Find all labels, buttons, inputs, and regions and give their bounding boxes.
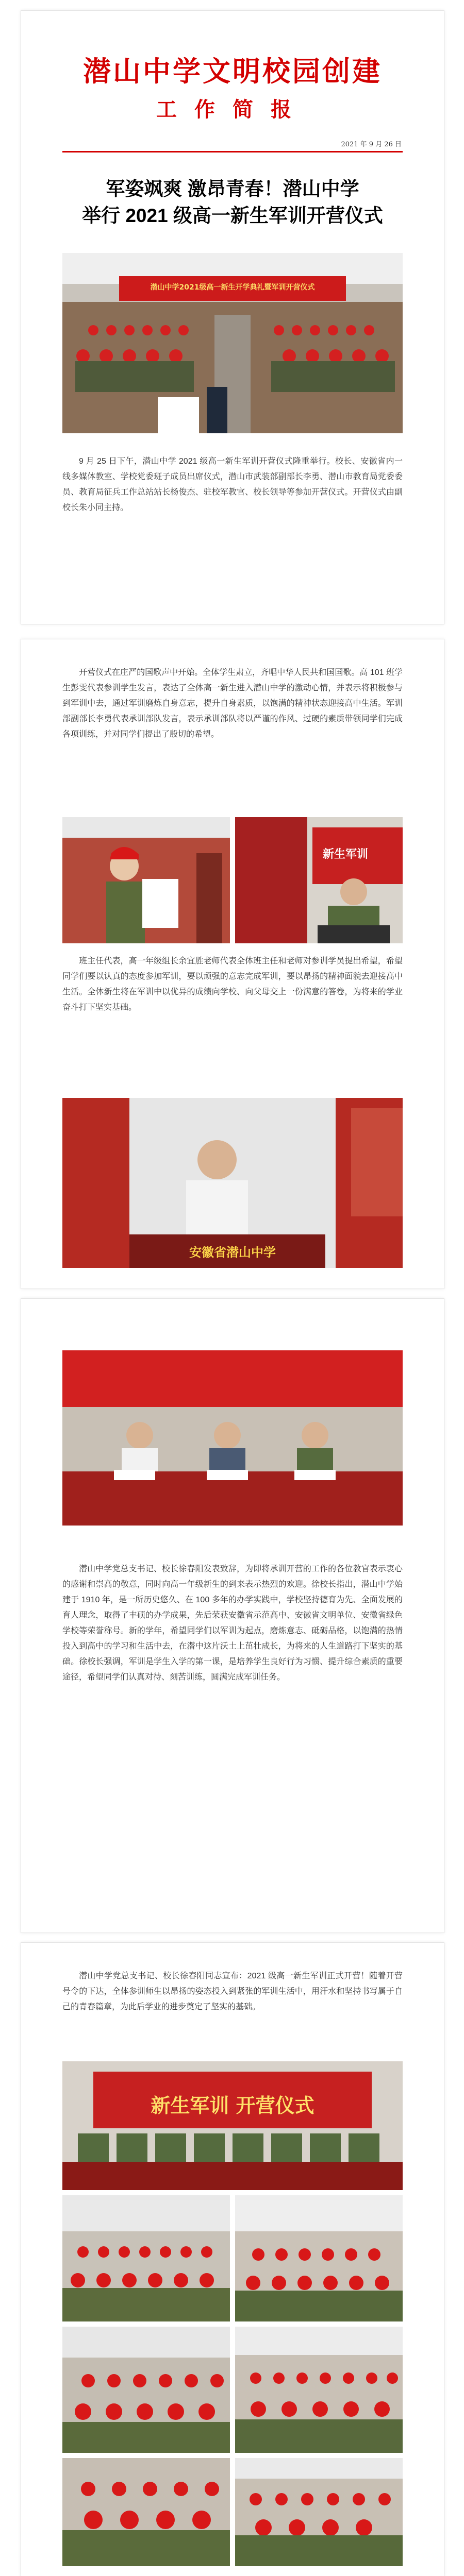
paragraph-2: 开营仪式在庄严的国歌声中开始。全体学生肃立，齐唱中华人民共和国国歌。高 101 班学生彭雯代表参训学生发言，表达了全体高一新生进入潜山中学的激动心情，并表示将积极参与到军训中去，通过军训磨炼自身意志，提升自身素质，以饱满的精神状态迎接高中生活。军训部副部长李勇代表承训部队发言，表示承训部队将以严谨的作风、过硬的素质带领同学们完成各项训练，并对同学们提出了殷切的希望。 <box>62 668 403 739</box>
page-1 <box>21 10 444 624</box>
photo-stage-banner <box>62 2061 403 2190</box>
photo-formation-1 <box>62 2195 230 2321</box>
photo-banner-text: 新生军训 开营仪式 <box>151 2094 314 2117</box>
page-4 <box>21 1942 444 2576</box>
page-2 <box>21 639 444 1289</box>
photo-formation-5 <box>62 2458 230 2566</box>
paragraph-5: 潜山中学党总支书记、校长徐春阳同志宣布：2021 级高一新生军训正式开营！随着开营号令的下达，全体参训师生以昂扬的姿态投入到紧张的军训生活中，用汗水和坚持书写属于自己的青春篇章，为此后学业的进步奠定了坚实的基础。 <box>62 1972 403 2011</box>
bulletin-title: 潜山中学文明校园创建 <box>83 55 382 88</box>
paragraph-4: 潜山中学党总支书记、校长徐春阳发表致辞，为即将承训开营的工作的各位教官表示衷心的感谢和崇高的敬意，同时向高一年级新生的到来表示热烈的欢迎。徐校长指出，潜山中学始建于 1910 年，是一所历史悠久、在 100 多年的办学实践中，学校坚持德育为先、全面发展的育人理念，取得了丰硕的办学成果，先后荣获安徽省示范高中、安徽省文明单位、安徽省绿色学校等荣誉称号。新的学年，希望同学们以军训为起点，磨炼意志、砥砺品格，以饱满的热情投入到高中的学习和生活中去，在潜中这片沃土上茁壮成长，为将来的人生道路打下坚实的基础。徐校长强调，军训是学生入学的第一课，是培养学生良好行为习惯、提升综合素质的重要途径，希望同学们认真对待、刻苦训练，圆满完成军训任务。 <box>62 1565 403 1682</box>
photo-student-speaker <box>62 817 230 943</box>
photo-banner-text: 新生军训 <box>323 848 369 861</box>
headline-line-2: 举行 2021 级高一新生军训开营仪式 <box>82 205 383 226</box>
photo-teacher-speaker <box>62 1098 403 1268</box>
header-divider <box>62 151 403 152</box>
photo-banner-text: 安徽省潜山中学 <box>189 1245 276 1260</box>
photo-formation-4 <box>235 2327 403 2453</box>
photo-formation-2 <box>235 2195 403 2321</box>
photo-head-table <box>62 1350 403 1526</box>
bulletin-date: 2021 年 9 月 26 日 <box>341 141 402 148</box>
paragraph-3: 班主任代表，高一年级组长余宜胜老师代表全体班主任和老师对参训学员提出希望，希望同学们要以认真的态度参加军训，要以顽强的意志完成军训，要以昂扬的精神面貌去迎接高中生活。全体新生将在军训中以优异的成绩向学校、向父母交上一份满意的答卷，为将来的学业奋斗打下坚实基础。 <box>62 957 403 1012</box>
bulletin-subtitle: 工作简报 <box>156 97 309 122</box>
photo-officer-speaker <box>235 817 403 943</box>
photo-auditorium-wide <box>62 253 403 433</box>
photo-formation-3 <box>62 2327 230 2453</box>
photo-formation-6 <box>235 2458 403 2566</box>
paragraph-1: 9 月 25 日下午，潜山中学 2021 级高一新生军训开营仪式隆重举行。校长、安徽省内一线多媒体教室、学校党委班子成员出席仪式，潜山市武装部副部长李勇、潜山市教育局党委委员、教育局征兵工作总站站长杨俊杰、驻校军教官、校长领导等参加开营仪式。开营仪式由副校长朱小同主持。 <box>62 457 403 512</box>
photo-banner-text: 潜山中学2021级高一新生开学典礼暨军训开营仪式 <box>150 283 315 292</box>
headline-line-1: 军姿飒爽 激昂青春！潜山中学 <box>106 178 359 199</box>
article-headline <box>62 176 403 229</box>
page-3 <box>21 1298 444 1933</box>
